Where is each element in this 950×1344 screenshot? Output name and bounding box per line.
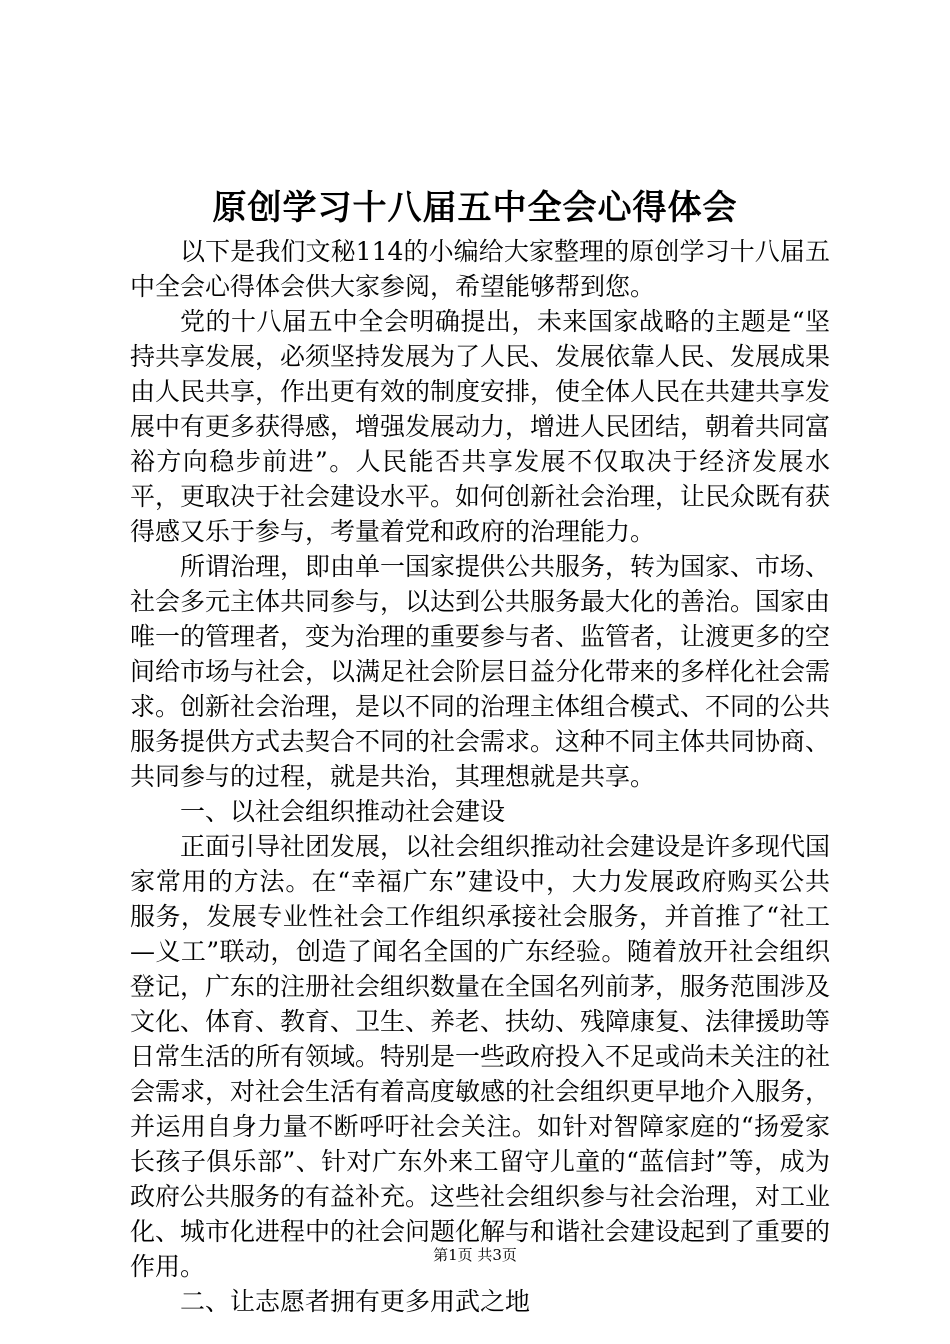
section-heading-2: 二、让志愿者拥有更多用武之地 <box>180 1287 531 1316</box>
paragraph-governance: 所谓治理，即由单一国家提供公共服务，转为国家、市场、社会多元主体共同参与，以达到公共服务最大化的善治。国家由唯一的管理者，变为治理的重要参与者、监管者，让渡更多的空间给市场与社会，以满足社会阶层日益分化带来的多样化社会需求。创新社会治理，是以不同的治理主体组合模式、不同的公共服务提供方式去契合不同的社会需求。这种不同主体共同协商、共同参与的过程，就是共治，其理想就是共享。 <box>130 552 831 791</box>
paragraph-theme: 党的十八届五中全会明确提出，未来国家战略的主题是“坚持共享发展，必须坚持发展为了人民、发展依靠人民、发展成果由人民共享，作出更有效的制度安排，使全体人民在共建共享发展中有更多获得感，增强发展动力，增进人民团结，朝着共同富裕方向稳步前进”。人民能否共享发展不仅取决于经济发展水平，更取决于社会建设水平。如何创新社会治理，让民众既有获得感又乐于参与，考量着党和政府的治理能力。 <box>130 307 831 546</box>
paragraph-intro: 以下是我们文秘114的小编给大家整理的原创学习十八届五中全会心得体会供大家参阅，希望能够帮到您。 <box>130 237 830 301</box>
paragraph-social-organizations: 正面引导社团发展，以社会组织推动社会建设是许多现代国家常用的方法。在“幸福广东”建设中，大力发展政府购买公共服务，发展专业性社会工作组织承接社会服务，并首推了“社工—义工”联动，创造了闻名全国的广东经验。随着放开社会组织登记，广东的注册社会组织数量在全国名列前茅，服务范围涉及文化、体育、教育、卫生、养老、扶幼、残障康复、法律援助等日常生活的所有领域。特别是一些政府投入不足或尚未关注的社会需求，对社会生活有着高度敏感的社会组织更早地介入服务，并运用自身力量不断呼吁社会关注。如针对智障家庭的“扬爱家长孩子俱乐部”、针对广东外来工留守儿童的“蓝信封”等，成为政府公共服务的有益补充。这些社会组织参与社会治理，对工业化、城市化进程中的社会问题化解与和谐社会建设起到了重要的作用。 <box>130 832 831 1281</box>
page-number-footer: 第1页 共3页 <box>433 1246 517 1264</box>
document-title: 原创学习十八届五中全会心得体会 <box>212 188 738 228</box>
section-heading-1: 一、以社会组织推动社会建设 <box>180 797 506 826</box>
document-body <box>130 234 830 1319</box>
